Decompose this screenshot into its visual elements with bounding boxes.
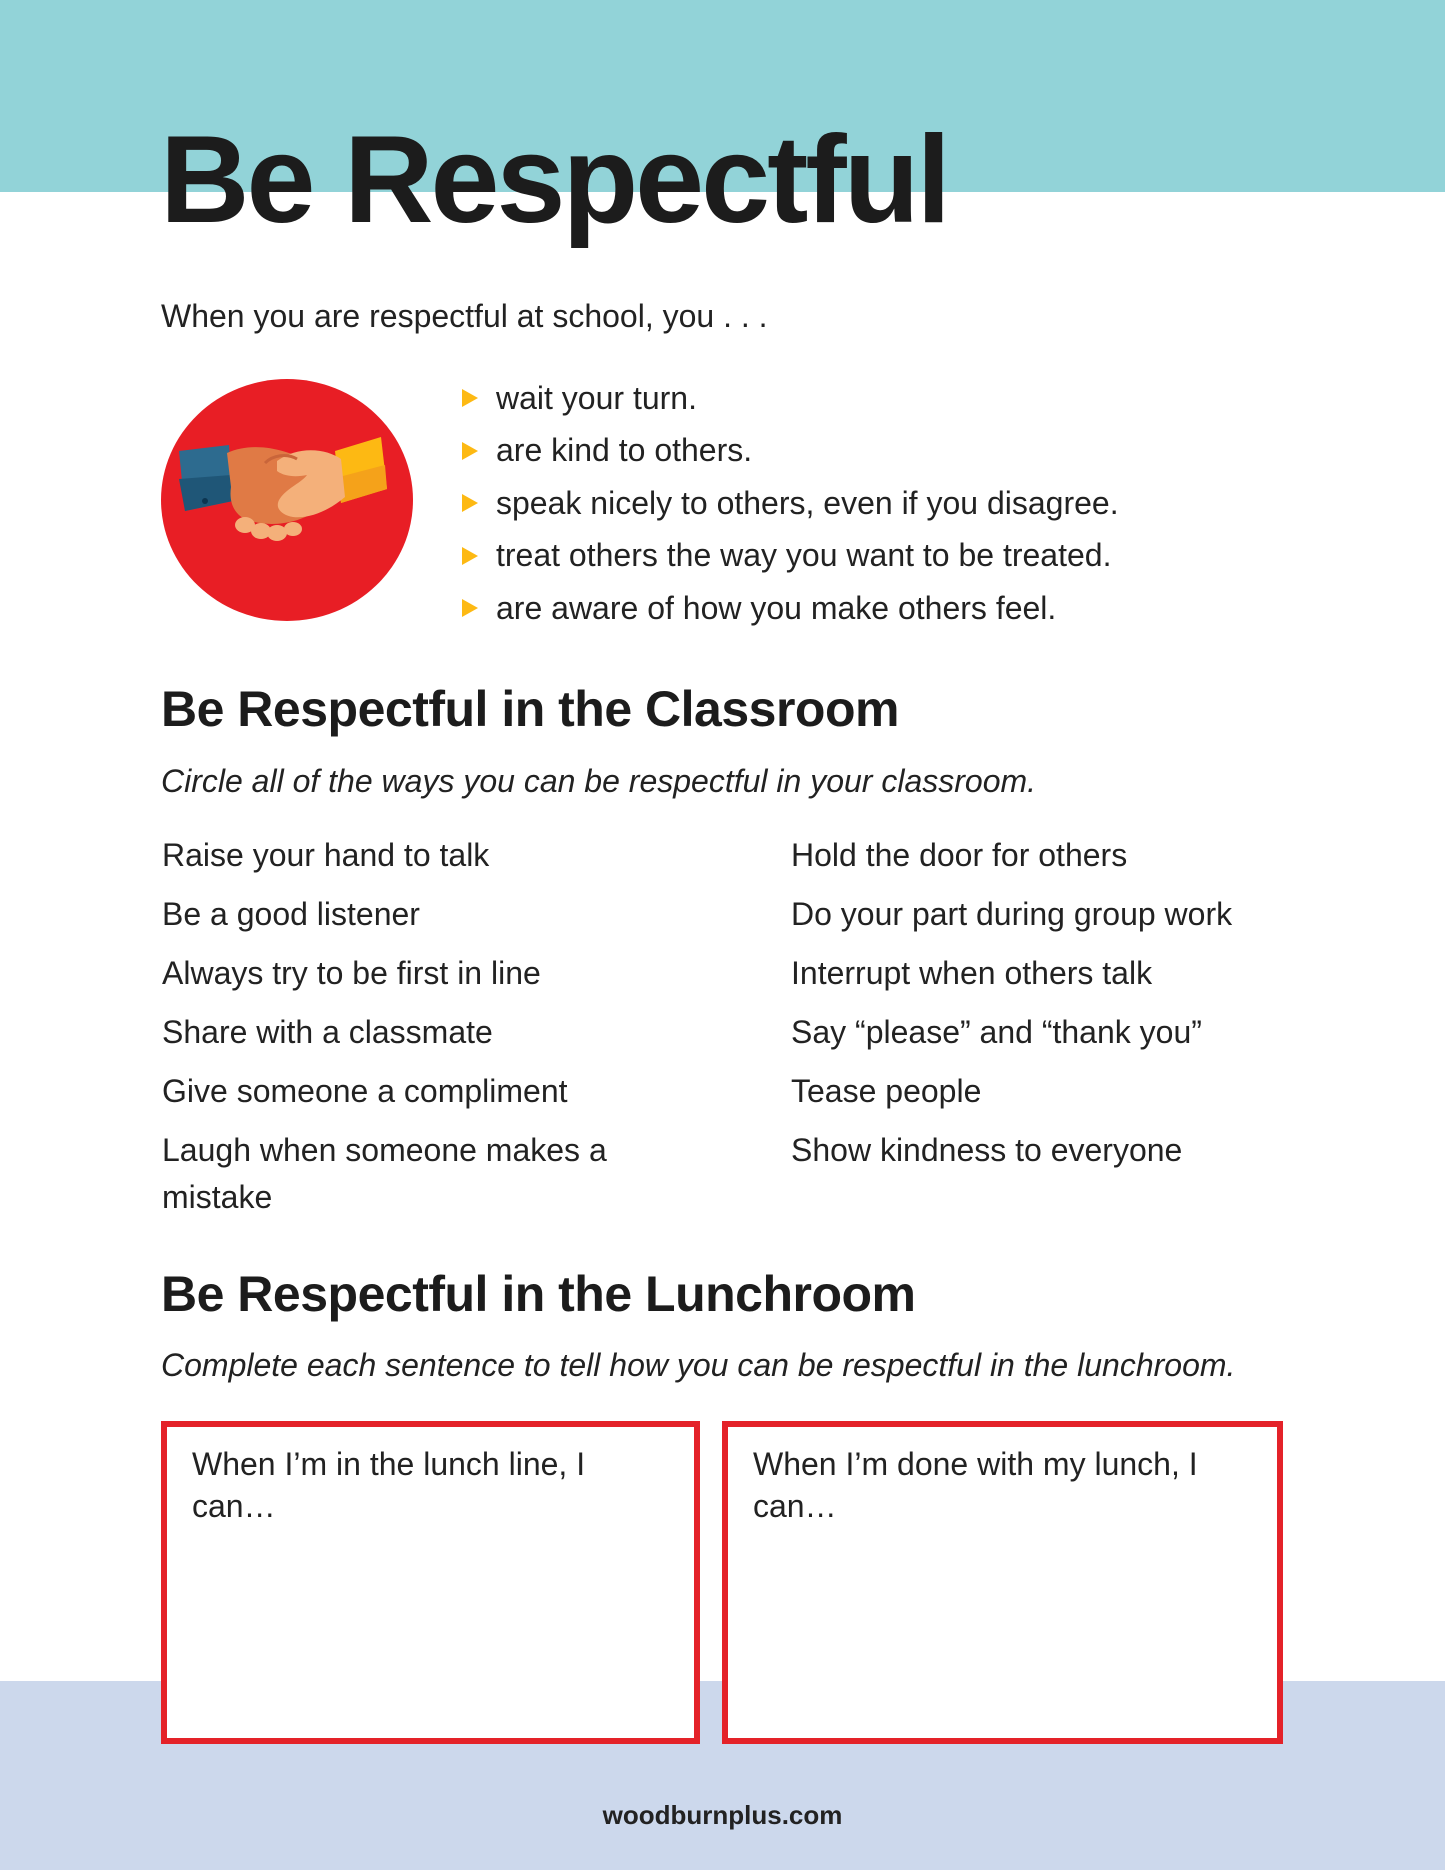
choice-item[interactable]: Tease people [791, 1073, 982, 1109]
choice-item[interactable]: Show kindness to everyone [791, 1132, 1183, 1168]
choice-item[interactable]: Hold the door for others [791, 837, 1128, 873]
footer-url: woodburnplus.com [602, 1800, 843, 1830]
choice-item[interactable]: Give someone a compliment [162, 1073, 568, 1109]
lunchroom-heading: Be Respectful in the Lunchroom [161, 1266, 916, 1322]
classroom-choices-right [791, 832, 1391, 1186]
choice-item[interactable]: Always try to be first in line [162, 955, 541, 991]
handshake-icon [161, 379, 413, 621]
bullet-item [462, 477, 1119, 530]
respect-bullet-list [462, 372, 1119, 635]
lunchroom-instruction: Complete each sentence to tell how you can be respectful in the lunchroom. [161, 1347, 1236, 1383]
classroom-instruction: Circle all of the ways you can be respectful in your classroom. [161, 763, 1037, 799]
triangle-bullet-icon [462, 547, 478, 565]
bullet-item [462, 372, 1119, 425]
bullet-text: wait your turn. [496, 379, 697, 416]
bullet-item [462, 582, 1119, 635]
bullet-text: are kind to others. [496, 432, 753, 469]
triangle-bullet-icon [462, 442, 478, 460]
choice-item[interactable]: Raise your hand to talk [162, 837, 490, 873]
choice-item[interactable]: Interrupt when others talk [791, 955, 1153, 991]
triangle-bullet-icon [462, 389, 478, 407]
bullet-item [462, 530, 1119, 583]
bullet-text: are aware of how you make others feel. [496, 589, 1057, 626]
choice-item[interactable]: Share with a classmate [162, 1014, 493, 1050]
triangle-bullet-icon [462, 494, 478, 512]
answer-prompt: When I’m done with my lunch, I can… [753, 1446, 1198, 1524]
bullet-text: speak nicely to others, even if you disagree. [496, 484, 1119, 521]
answer-prompt: When I’m in the lunch line, I can… [192, 1446, 586, 1524]
choice-item[interactable]: Say “please” and “thank you” [791, 1014, 1202, 1050]
classroom-choices-left [162, 832, 682, 1233]
done-with-lunch-answer-box[interactable] [722, 1421, 1283, 1744]
choice-item[interactable]: Be a good listener [162, 896, 420, 932]
choice-item[interactable]: Do your part during group work [791, 896, 1233, 932]
choice-item[interactable]: Laugh when someone makes a mistake [162, 1132, 607, 1215]
intro-text: When you are respectful at school, you . . . [161, 298, 768, 334]
bullet-item [462, 425, 1119, 478]
triangle-bullet-icon [462, 599, 478, 617]
page-title: Be Respectful [160, 111, 948, 249]
classroom-heading: Be Respectful in the Classroom [161, 681, 899, 737]
bullet-text: treat others the way you want to be treated. [496, 537, 1112, 574]
lunch-line-answer-box[interactable] [161, 1421, 700, 1744]
